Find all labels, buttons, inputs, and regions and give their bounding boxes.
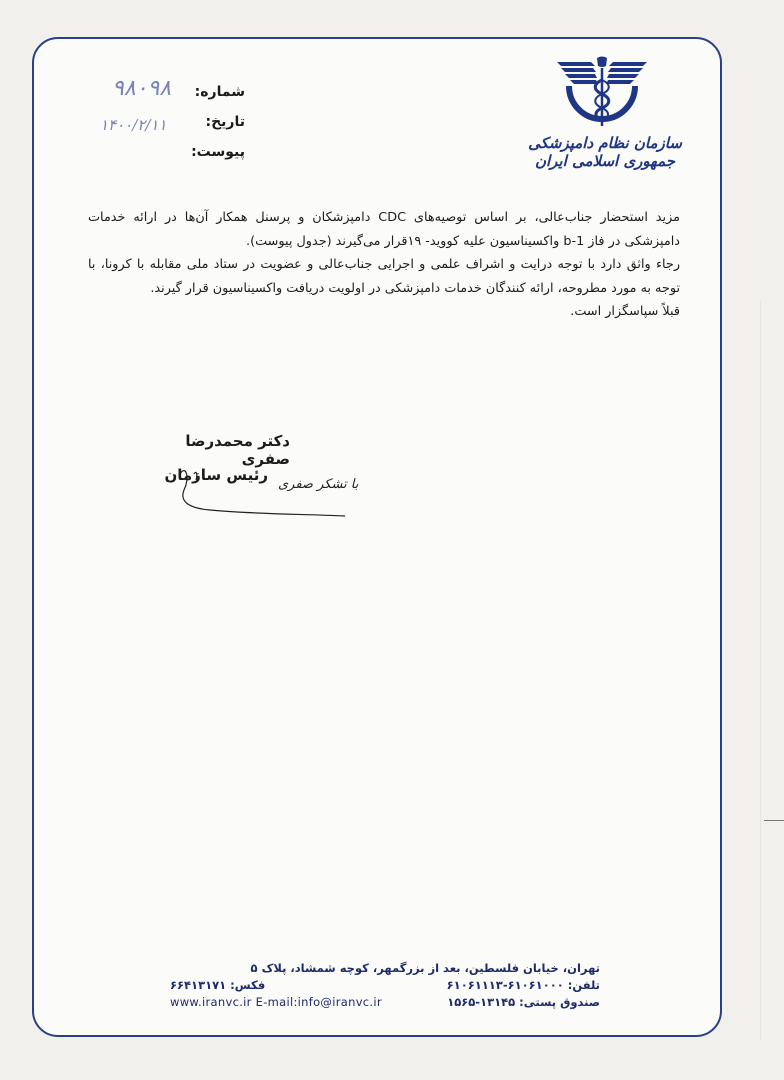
body-paragraph-1: مزید استحضار جناب‌عالی، بر اساس توصیه‌های CDC دامپزشکان و پرسنل همکار آن‌ها در ارائه خدمات دامپزشکی در فاز 1-b واکسیناسیون علیه کووید- ۱۹قرار می‌گیرند (جدول پیوست). xyxy=(88,210,680,249)
footer-address: تهران، خیابان فلسطین، بعد از بزرگمهر، کوچه شمشاد، پلاک ۵ xyxy=(250,961,600,975)
footer-contact-line xyxy=(170,977,600,994)
footer-po-box: صندوق پستی: ۱۳۱۴۵-۱۵۶۵ xyxy=(447,995,600,1009)
letter-frame xyxy=(32,37,722,1037)
date-label: تاریخ: xyxy=(205,114,245,130)
letter-body xyxy=(88,206,680,324)
number-label: شماره: xyxy=(194,84,245,100)
footer-phone: تلفن: ۶۱۰۶۱۰۰۰-۶۱۰۶۱۱۱۳ xyxy=(446,978,600,992)
letter-footer xyxy=(170,960,600,1011)
caduceus-wings-emblem-icon xyxy=(555,56,649,132)
footer-web-email: www.iranvc.ir E-mail:info@iranvc.ir xyxy=(170,995,382,1009)
body-closing: قبلاً سپاسگزار است. xyxy=(570,304,680,319)
scan-shadow xyxy=(760,300,761,1040)
signatory-title: رئیس سازمان xyxy=(164,466,268,484)
attachment-row xyxy=(90,144,245,174)
attachment-label: پیوست: xyxy=(191,144,245,160)
number-row xyxy=(90,76,245,114)
date-row xyxy=(90,114,245,144)
signatory-name: دکتر محمدرضا صفری xyxy=(185,432,290,468)
footer-fax: فکس: ۶۶۴۱۳۱۷۱ xyxy=(170,978,266,992)
org-name: سازمان نظام دامپزشکی جمهوری اسلامی ایران xyxy=(528,134,682,170)
footer-web-line xyxy=(170,994,600,1011)
handwritten-signature xyxy=(150,444,359,524)
letter-date: ۱۴۰۰/۲/۱۱ xyxy=(100,116,167,134)
svg-text:با تشکر صفری: با تشکر صفری xyxy=(278,477,359,492)
body-paragraph-2: رجاء واثق دارد با توجه درایت و اشراف علمی و اجرایی جناب‌عالی و عضویت در ستاد ملی مقابله با کرونا، با توجه به مورد مطروحه، ارائه کنندگان خدمات دامپزشکی در اولویت دریافت واکسیناسیون قرار گیرند. xyxy=(88,257,680,296)
letter-number: ۹۸۰۹۸ xyxy=(112,76,172,101)
letter-meta xyxy=(90,76,245,174)
scan-edge-line xyxy=(764,820,784,821)
